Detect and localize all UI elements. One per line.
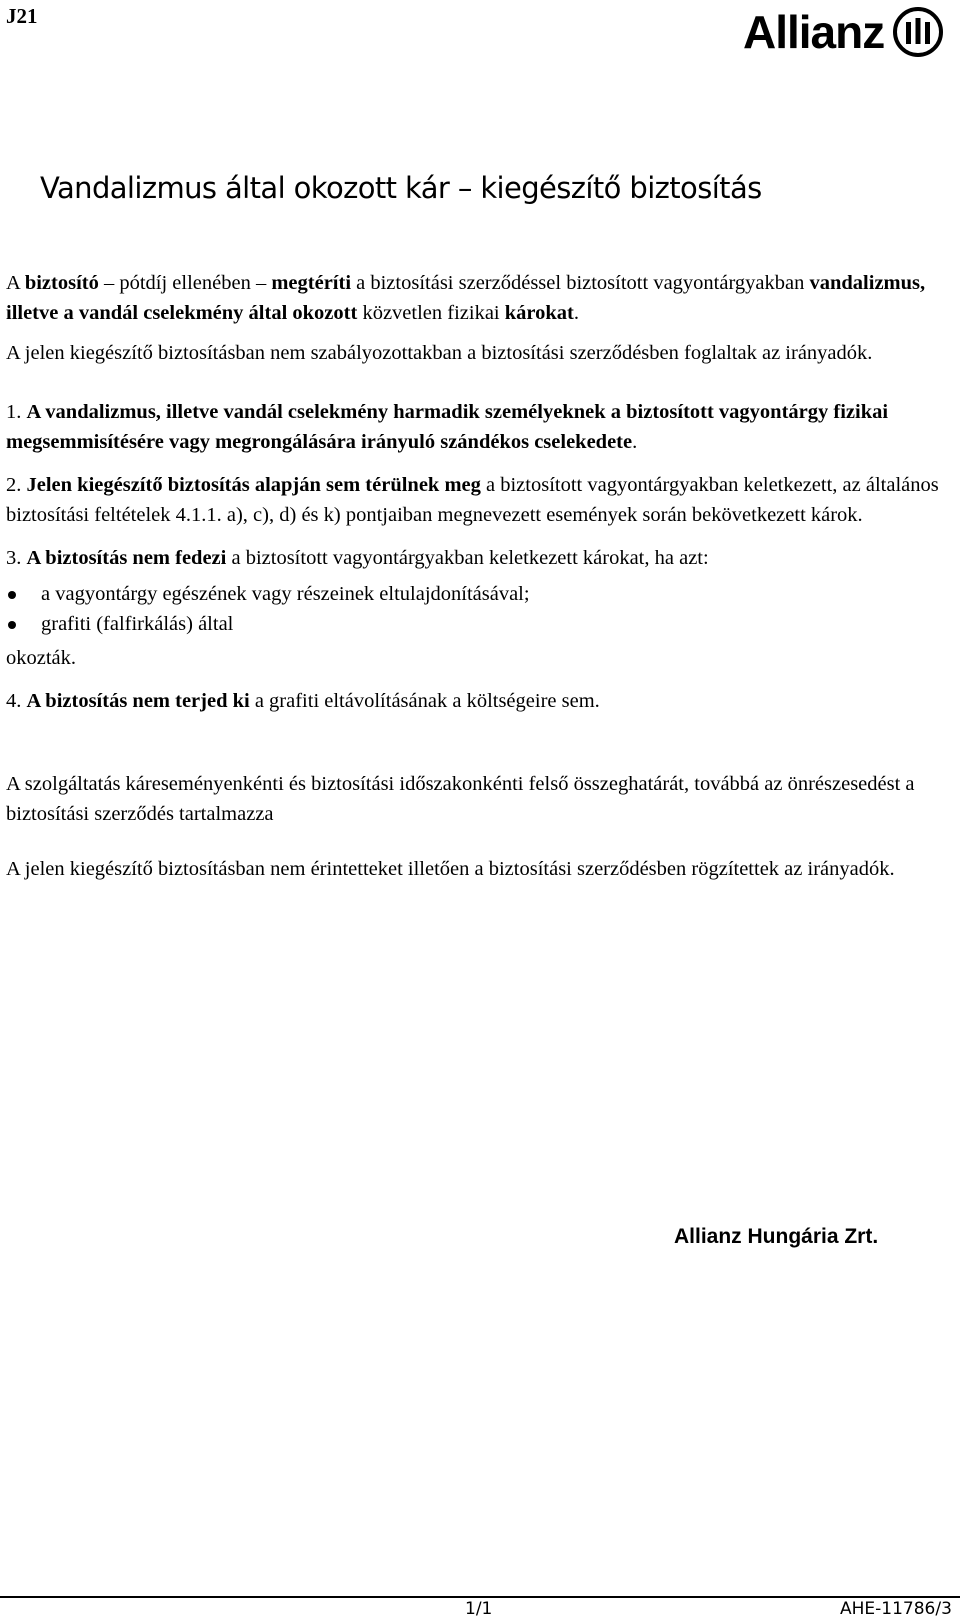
section-bold: A biztosítás nem terjed ki [26,690,250,712]
footer-divider [0,1596,960,1598]
intro-bold: vandalizmus, illetve a vandál cselekmény által okozott [6,272,926,324]
section-bold: Jelen kiegészítő biztosítás alapján sem térülnek meg [26,474,481,496]
list-item: a vagyontárgy egészének vagy részeinek eltulajdonításával; [6,579,956,609]
section-number: 2. [6,474,27,496]
section-text: a biztosított vagyontárgyakban keletkezett, az általános biztosítási feltételek 4.1.1. a), c), d) és k) pontjaiban megnevezett események során bekövetkezett károk. [6,474,939,526]
intro-text: A [6,272,25,294]
document-code: J21 [6,4,38,28]
document-body [6,268,956,884]
section-4 [6,686,956,716]
section-number: 3. [6,547,27,569]
intro-bold: biztosító [24,272,99,294]
section-3-tail: okozták. [6,647,77,669]
section-3 [6,543,956,573]
intro-paragraph [6,268,956,328]
section-number: 1. [6,401,27,423]
intro-text: – pótdíj ellenében – [98,272,272,294]
document-id: AHE-11786/3 [840,1599,952,1619]
section-text: . [632,431,638,453]
section-number: 4. [6,690,27,712]
limits-paragraph: A szolgáltatás káreseményenkénti és biztosítási időszakonkénti felső összeghatárát, továbbá az önrészesedést a biztosítási szerződés tartalmazza [6,773,915,825]
section-text: a biztosított vagyontárgyakban keletkezett károkat, ha azt: [226,547,709,569]
page-number: 1/1 [465,1599,493,1619]
exclusion-list [6,579,956,639]
intro-text: . [573,302,579,324]
intro-scope-paragraph: A jelen kiegészítő biztosításban nem szabályozottakban a biztosítási szerződésben foglaltak az irányadók. [6,342,873,364]
section-bold: A vandalizmus, illetve vandál cselekmény harmadik személyeknek a biztosított vagyontárgy fizikai megsemmisítésére vagy megrongálására irányuló szándékos cselekedete [6,401,889,453]
allianz-eagle-icon [892,6,944,58]
allianz-logo [743,6,944,58]
page-title: Vandalizmus által okozott kár – kiegészítő biztosítás [40,171,762,205]
intro-bold: megtéríti [271,272,352,294]
section-text: a grafiti eltávolításának a költségeire sem. [249,690,600,712]
logo-wordmark: Allianz [743,6,885,58]
company-name: Allianz Hungária Zrt. [674,1225,879,1248]
intro-bold: károkat [504,302,574,324]
intro-text: közvetlen fizikai [357,302,505,324]
section-1 [6,397,956,457]
closing-paragraph: A jelen kiegészítő biztosításban nem érintetteket illetően a biztosítási szerződésben rögzítettek az irányadók. [6,858,895,880]
section-2 [6,470,956,530]
section-bold: A biztosítás nem fedezi [26,547,227,569]
intro-text: a biztosítási szerződéssel biztosított vagyontárgyakban [351,272,810,294]
list-item: grafiti (falfirkálás) által [6,609,956,639]
